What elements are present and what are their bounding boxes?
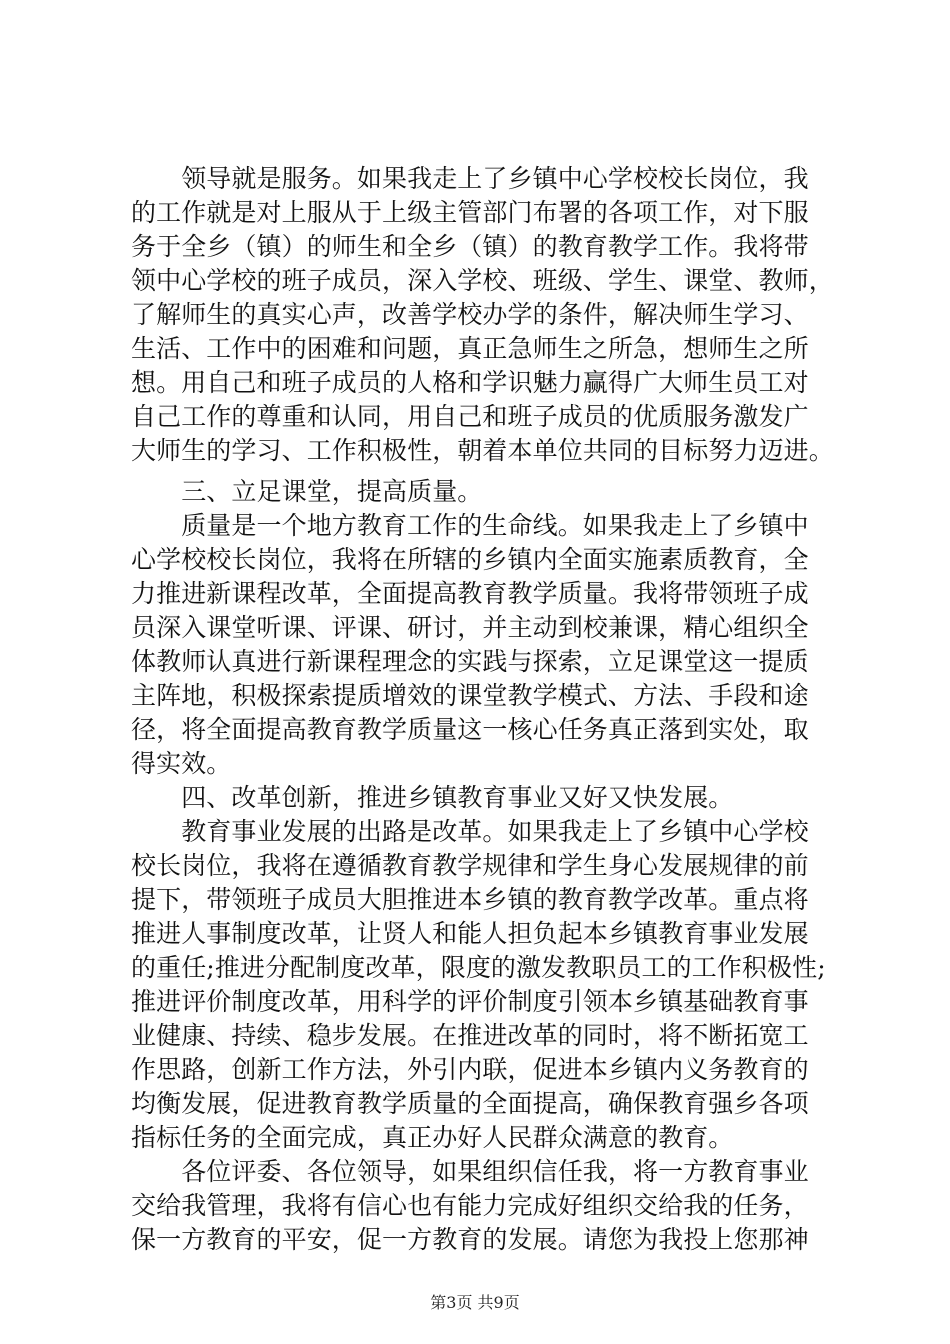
paragraph-line: 生活、工作中的困难和问题，真正急师生之所急，想师生之所 xyxy=(131,334,809,363)
paragraph-line: 推进评价制度改革，用科学的评价制度引领本乡镇基础教育事 xyxy=(131,987,809,1016)
paragraph-line: 自己工作的尊重和认同，用自己和班子成员的优质服务激发广 xyxy=(131,402,809,431)
paragraph-line: 指标任务的全面完成，真正办好人民群众满意的教育。 xyxy=(131,1123,734,1152)
paragraph-line: 得实效。 xyxy=(131,749,232,778)
paragraph-line: 的重任;推进分配制度改革，限度的激发教职员工的工作积极性; xyxy=(131,953,826,982)
paragraph-line: 交给我管理，我将有信心也有能力完成好组织交给我的任务， xyxy=(131,1191,809,1220)
paragraph-line: 务于全乡（镇）的师生和全乡（镇）的教育教学工作。我将带 xyxy=(131,232,809,261)
paragraph-line: 作思路，创新工作方法，外引内联，促进本乡镇内义务教育的 xyxy=(131,1055,809,1084)
paragraph-line: 推进人事制度改革，让贤人和能人担负起本乡镇教育事业发展 xyxy=(131,919,809,948)
paragraph-line: 主阵地，积极探索提质增效的课堂教学模式、方法、手段和途 xyxy=(131,681,809,710)
paragraph-line: 的工作就是对上服从于上级主管部门布署的各项工作，对下服 xyxy=(131,198,809,227)
paragraph-line: 员深入课堂听课、评课、研讨，并主动到校兼课，精心组织全 xyxy=(131,613,809,642)
paragraph-line: 径，将全面提高教育教学质量这一核心任务真正落到实处，取 xyxy=(131,715,809,744)
page-number-footer: 第3页 共9页 xyxy=(430,1293,520,1312)
paragraph-line: 领中心学校的班子成员，深入学校、班级、学生、课堂、教师， xyxy=(131,266,834,295)
paragraph-line: 校长岗位，我将在遵循教育教学规律和学生身心发展规律的前 xyxy=(131,851,809,880)
section-heading: 三、立足课堂，提高质量。 xyxy=(131,477,483,506)
paragraph-line: 大师生的学习、工作积极性，朝着本单位共同的目标努力迈进。 xyxy=(131,436,834,465)
paragraph-line: 保一方教育的平安，促一方教育的发展。请您为我投上您那神 xyxy=(131,1225,809,1254)
paragraph-line: 领导就是服务。如果我走上了乡镇中心学校校长岗位，我 xyxy=(131,164,809,193)
paragraph-line: 了解师生的真实心声，改善学校办学的条件，解决师生学习、 xyxy=(131,300,809,329)
paragraph-line: 提下，带领班子成员大胆推进本乡镇的教育教学改革。重点将 xyxy=(131,885,809,914)
paragraph-line: 力推进新课程改革，全面提高教育教学质量。我将带领班子成 xyxy=(131,579,809,608)
paragraph-line: 均衡发展，促进教育教学质量的全面提高，确保教育强乡各项 xyxy=(131,1089,809,1118)
paragraph-line: 想。用自己和班子成员的人格和学识魅力赢得广大师生员工对 xyxy=(131,368,809,397)
paragraph-line: 业健康、持续、稳步发展。在推进改革的同时，将不断拓宽工 xyxy=(131,1021,809,1050)
paragraph-line: 教育事业发展的出路是改革。如果我走上了乡镇中心学校 xyxy=(131,817,809,846)
paragraph-line: 心学校校长岗位，我将在所辖的乡镇内全面实施素质教育，全 xyxy=(131,545,809,574)
paragraph-line: 质量是一个地方教育工作的生命线。如果我走上了乡镇中 xyxy=(131,511,809,540)
section-heading: 四、改革创新，推进乡镇教育事业又好又快发展。 xyxy=(131,783,734,812)
paragraph-line: 体教师认真进行新课程理念的实践与探索，立足课堂这一提质 xyxy=(131,647,809,676)
paragraph-line: 各位评委、各位领导，如果组织信任我，将一方教育事业 xyxy=(131,1157,809,1186)
